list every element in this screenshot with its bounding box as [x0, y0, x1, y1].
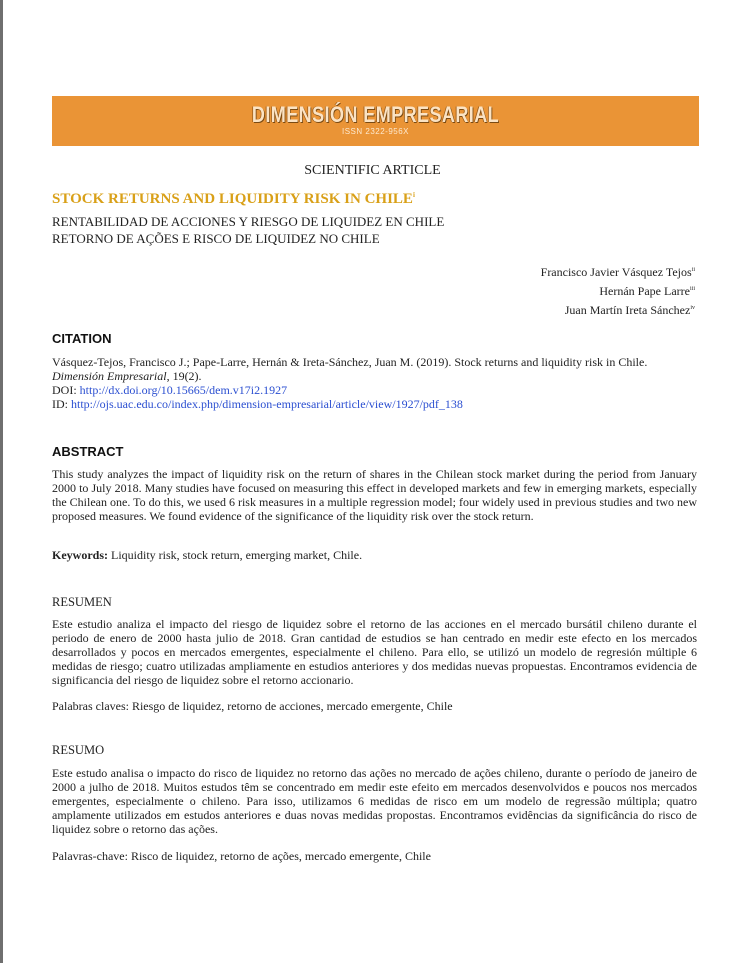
resumo-heading: RESUMO: [52, 743, 105, 757]
abstract-keywords: [52, 548, 697, 562]
author-1: [541, 262, 695, 281]
citation-block: [52, 355, 697, 411]
author-name: Juan Martín Ireta Sánchez: [564, 303, 691, 317]
doi-link[interactable]: http://dx.doi.org/10.15665/dem.v17i2.1927: [79, 383, 288, 397]
keywords-list: Liquidity risk, stock return, emerging market, Chile.: [108, 548, 363, 562]
resumen-text: Este estudio analiza el impacto del riesgo de liquidez sobre el retorno de las acciones en el mercado bursátil chileno durante el periodo de enero de 2000 hasta julio de 2018. Gran cantidad de estudios se han centrado en medir este efecto en los mercados desarrollados y pocos en mercados emergentes, especialmente el chileno. Para ello, se utilizó un modelo de regresión múltiple 6 medidas de riesgo; cuatro utilizadas ampliamente en estudios anteriores y dos medidas nuevas propuestas. Encontramos evidencia de significancia del riesgo de liquidez sobre el retorno accionario.: [52, 617, 697, 687]
author-footnote-mark[interactable]: iv: [690, 305, 695, 311]
id-label: ID:: [52, 397, 71, 411]
article-type-label: SCIENTIFIC ARTICLE: [304, 163, 441, 178]
citation-text: Vásquez-Tejos, Francisco J.; Pape-Larre, Hernán & Ireta-Sánchez, Juan M. (2019). Stock returns and liquidity risk in Chile.: [52, 355, 648, 369]
author-2: [541, 281, 695, 300]
resumen-heading: RESUMEN: [52, 595, 112, 609]
id-link[interactable]: http://ojs.uac.edu.co/index.php/dimension-empresarial/article/view/1927/pdf_138: [71, 397, 463, 411]
resumo-keywords: Palavras-chave: Risco de liquidez, retorno de ações, mercado emergente, Chile: [52, 849, 431, 863]
citation-volume: , 19(2).: [166, 369, 202, 383]
abstract-heading: ABSTRACT: [52, 444, 124, 459]
doi-label: DOI:: [52, 383, 80, 397]
page-edge: [0, 0, 3, 963]
author-3: [541, 300, 695, 319]
citation-journal: Dimensión Empresarial: [52, 369, 167, 383]
author-name: Hernán Pape Larre: [599, 284, 690, 298]
title-english: [52, 191, 415, 208]
title-footnote-mark[interactable]: i: [412, 191, 415, 199]
journal-issn: ISSN 2322-956X: [341, 127, 410, 136]
resumo-text: Este estudo analisa o impacto do risco de liquidez no retorno das ações no mercado de ações chileno, durante o período de janeiro de 2000 a julho de 2018. Muitos estudos têm se concentrado em medir este efeito em mercados desenvolvidos e poucos nos mercados emergentes, especialmente o chileno. Para isso, utilizamos 6 medidas de risco em um modelo de regressão múltipla; quatro amplamente utilizados em estudos anteriores e duas novas medidas propostas. Encontramos evidências da significância do risco de liquidez sobre o retorno das ações.: [52, 766, 697, 836]
author-footnote-mark[interactable]: iii: [689, 286, 695, 292]
title-spanish: RENTABILIDAD DE ACCIONES Y RIESGO DE LIQUIDEZ EN CHILE: [52, 214, 445, 229]
author-list: [541, 262, 695, 319]
author-name: Francisco Javier Vásquez Tejos: [540, 265, 692, 279]
title-portuguese: RETORNO DE AÇÕES E RISCO DE LIQUIDEZ NO CHILE: [52, 231, 380, 246]
journal-banner: [52, 96, 699, 146]
journal-logo-title: DIMENSIÓN EMPRESARIAL: [251, 102, 500, 127]
title-english-text: STOCK RETURNS AND LIQUIDITY RISK IN CHILE: [52, 191, 413, 207]
abstract-text: This study analyzes the impact of liquidity risk on the return of shares in the Chilean stock market during the period from January 2000 to July 2018. Many studies have focused on measuring this effect in developed markets and few in emerging markets, especially the Chilean one. To do this, we used 6 risk measures in a multiple regression model; four widely used in previous studies and two new proposed measures. We found evidence of the significance of the liquidity risk over the stock return.: [52, 467, 697, 523]
citation-heading: CITATION: [52, 331, 112, 346]
keywords-label: Keywords:: [52, 548, 108, 562]
resumen-keywords: Palabras claves: Riesgo de liquidez, retorno de acciones, mercado emergente, Chile: [52, 699, 453, 713]
author-footnote-mark[interactable]: ii: [691, 267, 695, 273]
